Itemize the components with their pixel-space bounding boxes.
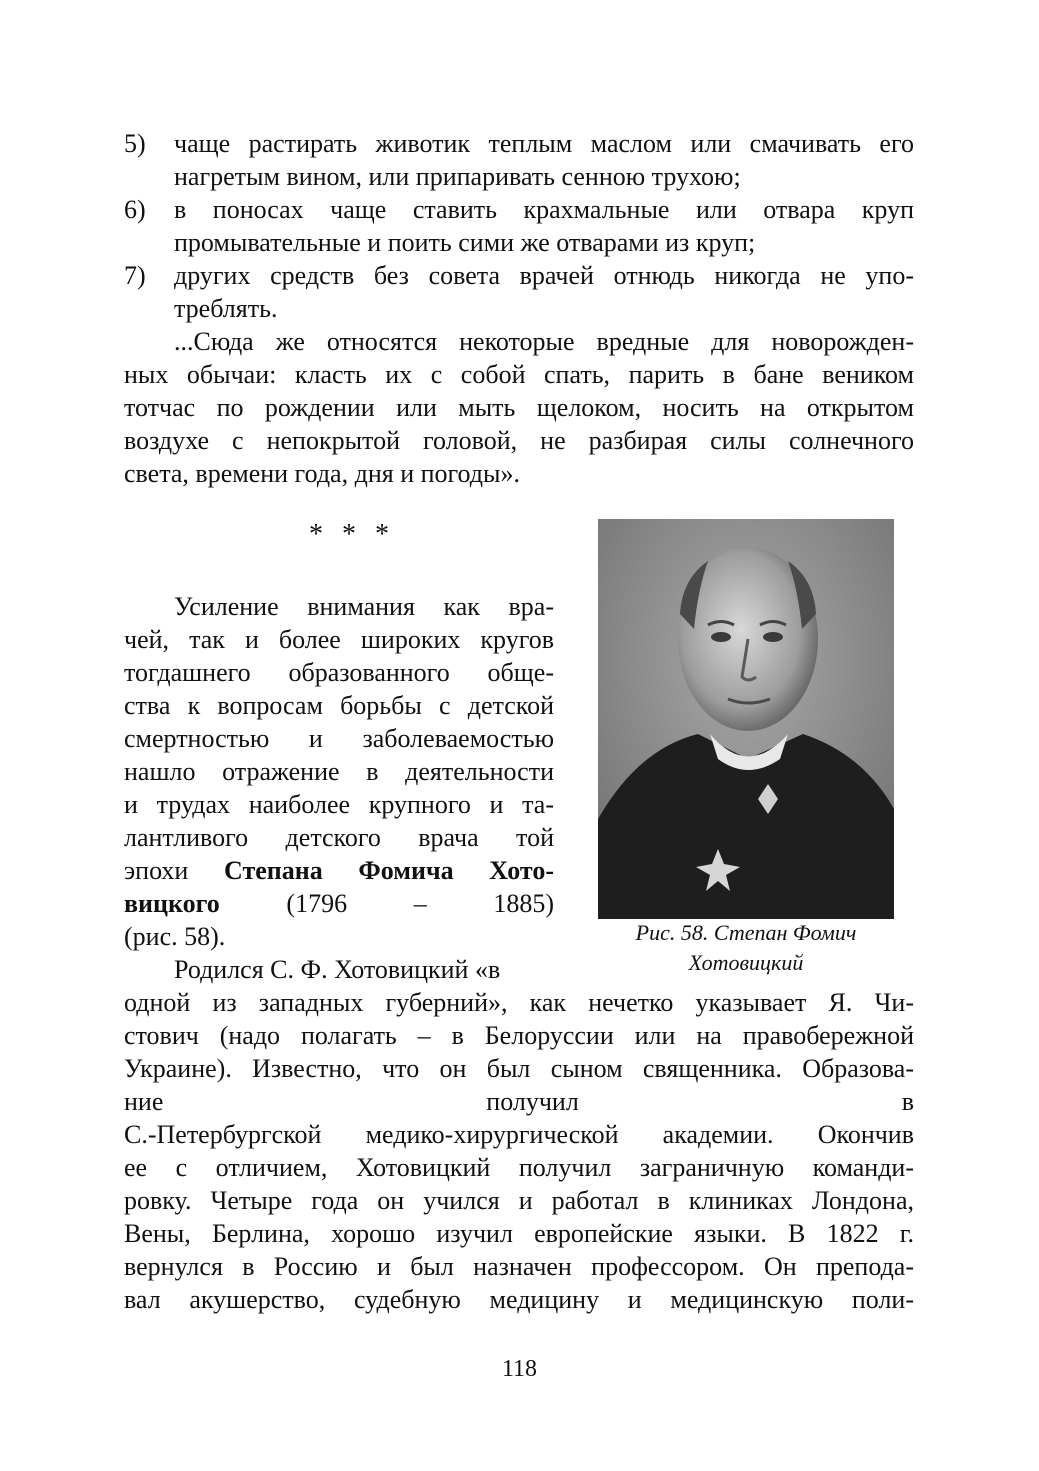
text-line: ства к вопросам борьбы с детской — [124, 691, 554, 720]
list-number: 7) — [124, 261, 146, 290]
text-line: Усиление внимания как вра- — [174, 592, 554, 621]
text-line — [124, 887, 554, 920]
text-line: промывательные и поить сими же отварами из круп; — [174, 228, 756, 257]
text-line: Украине). Известно, что он был сыном священника. Образова- — [124, 1054, 914, 1083]
list-item — [124, 193, 914, 259]
body-paragraph — [124, 986, 914, 1316]
text-line: С.-Петербургской медико-хирургической академии. Окончив — [124, 1120, 914, 1149]
portrait-photo — [598, 519, 894, 919]
person-name: Степана Фомича Хото- — [224, 856, 555, 885]
text-line: Вены, Берлина, хорошо изучил европейские языки. В 1822 г. — [124, 1219, 914, 1248]
quote-paragraph — [124, 325, 914, 490]
list-number: 6) — [124, 195, 146, 224]
text-line — [124, 854, 554, 887]
text-line: ние получил в — [124, 1087, 914, 1116]
text-span: эпохи — [124, 856, 225, 885]
text-line: света, времени года, дня и погоды». — [124, 459, 520, 488]
text-line: смертностью и заболеваемостью — [124, 724, 554, 753]
text-line: Родился С. Ф. Хотовицкий «в — [174, 955, 501, 984]
text-line: нашло отражение в деятельности — [124, 757, 554, 786]
text-line: тотчас по рождении или мыть щелоком, носить на открытом — [124, 393, 914, 422]
text-line: других средств без совета врачей отнюдь никогда не упо- — [174, 261, 914, 290]
caption-line: Хотовицкий — [688, 950, 804, 975]
text-line: вал акушерство, судебную медицину и медицинскую поли- — [124, 1285, 914, 1314]
person-name: вицкого — [124, 889, 220, 918]
text-line: ных обычаи: класть их с собой спать, парить в бане веником — [124, 360, 914, 389]
list-item — [124, 259, 914, 325]
text-line: ровку. Четыре года он учился и работал в клиниках Лондона, — [124, 1186, 914, 1215]
text-line: треблять. — [174, 294, 278, 323]
text-line: чей, так и более широких кругов — [124, 625, 554, 654]
text-line: ...Сюда же относятся некоторые вредные для новорожден- — [174, 327, 914, 356]
text-line: лантливого детского врача той — [124, 823, 554, 852]
text-line: нагретым вином, или припаривать сенною трухою; — [174, 162, 741, 191]
text-line: чаще растирать животик теплым маслом или смачивать его — [174, 129, 914, 158]
text-column — [124, 590, 554, 986]
list-number: 5) — [124, 129, 146, 158]
numbered-list — [124, 127, 914, 325]
section-separator: * * * — [309, 519, 395, 550]
text-line: вернулся в Россию и был назначен профессором. Он препода- — [124, 1252, 914, 1281]
list-item — [124, 127, 914, 193]
caption-line: Рис. 58. Степан Фомич — [635, 920, 857, 945]
text-line: тогдашнего образованного обще- — [124, 658, 554, 687]
text-line: ее с отличием, Хотовицкий получил заграничную команди- — [124, 1153, 914, 1182]
page-number: 118 — [501, 1356, 538, 1382]
portrait-figure — [598, 519, 894, 919]
text-line: (рис. 58). — [124, 922, 226, 951]
figure-caption — [598, 918, 894, 978]
text-line: одной из западных губерний», как нечетко указывает Я. Чи- — [124, 988, 914, 1017]
text-line: и трудах наиболее крупного и та- — [124, 790, 554, 819]
text-line: стович (надо полагать – в Белоруссии или на правобережной — [124, 1021, 914, 1050]
life-dates: (1796 – 1885) — [219, 889, 554, 918]
text-line: в поносах чаще ставить крахмальные или отвара круп — [174, 195, 914, 224]
text-line: воздухе с непокрытой головой, не разбирая силы солнечного — [124, 426, 914, 455]
